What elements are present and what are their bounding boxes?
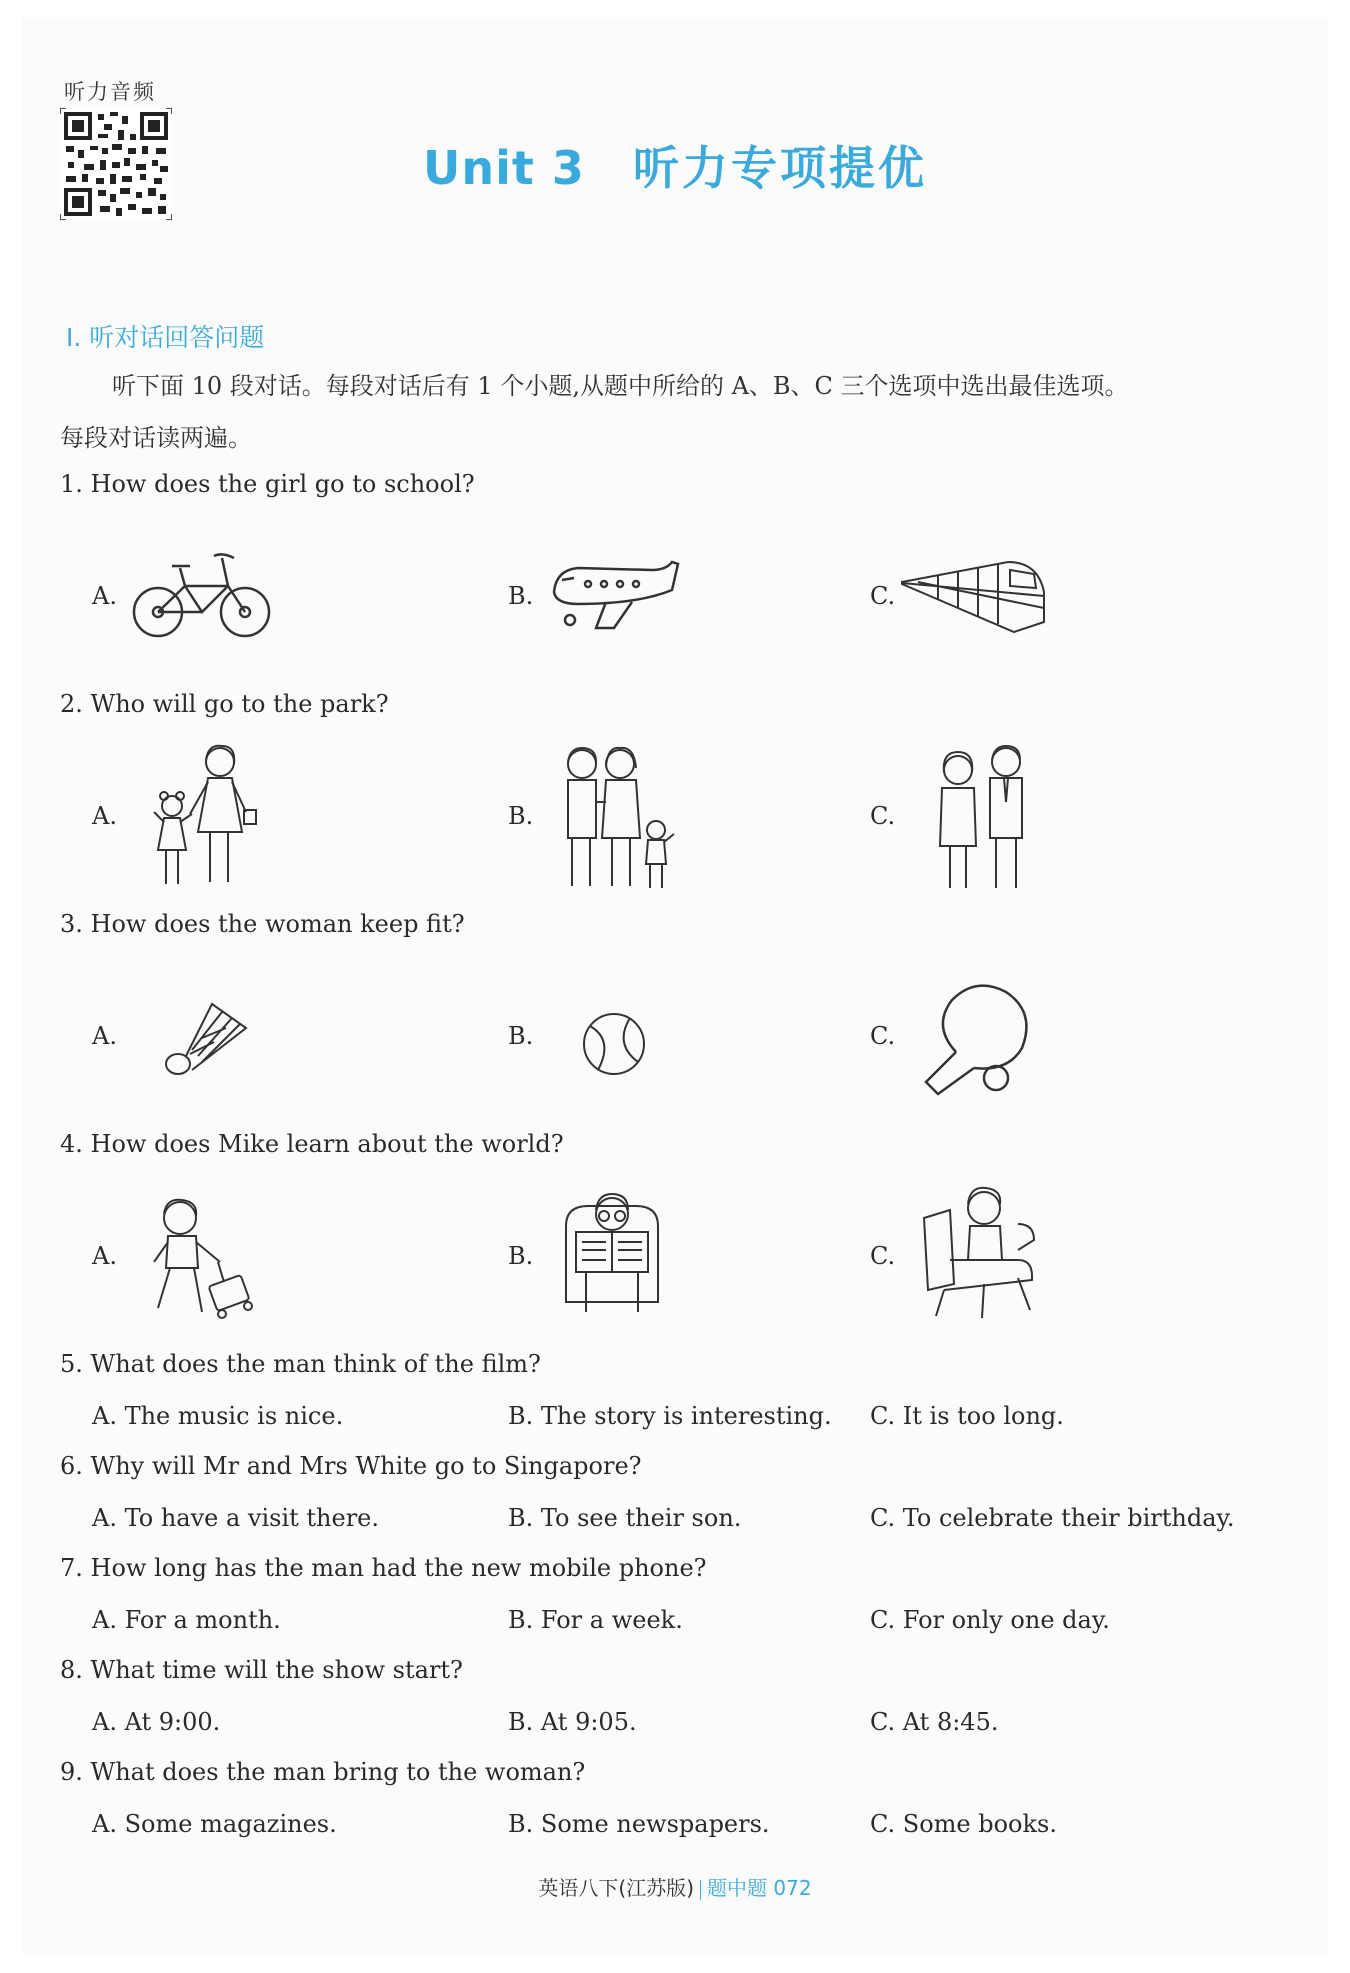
train-icon	[898, 552, 1048, 638]
option-label: A.	[92, 1242, 117, 1270]
couple-icon	[930, 742, 1040, 892]
question-7: 7. How long has the man had the new mobile phone?	[60, 1554, 707, 1582]
question-9: 9. What does the man bring to the woman?	[60, 1758, 586, 1786]
airplane-icon	[548, 556, 682, 636]
footer-divider	[700, 1880, 701, 1900]
option-c: C. Some books.	[870, 1810, 1057, 1838]
option-c: C. To celebrate their birthday.	[870, 1504, 1235, 1532]
option-c: C. At 8:45.	[870, 1708, 999, 1736]
question-3: 3. How does the woman keep fit?	[60, 910, 465, 938]
section-heading: Ⅰ. 听对话回答问题	[66, 323, 265, 352]
option-b: B. At 9:05.	[508, 1708, 637, 1736]
shuttlecock-icon	[162, 998, 248, 1082]
boy-using-computer-icon	[914, 1180, 1038, 1326]
option-label: C.	[870, 582, 896, 610]
option-label: B.	[508, 802, 534, 830]
mother-and-daughter-icon	[150, 742, 265, 890]
question-1: 1. How does the girl go to school?	[60, 470, 475, 498]
option-label: C.	[870, 1022, 896, 1050]
instruction-line-1: 听下面 10 段对话。每段对话后有 1 个小题,从题中所给的 A、B、C 三个选项中选出最佳选项。	[112, 372, 1129, 400]
option-a: A. To have a visit there.	[92, 1504, 380, 1532]
ping-pong-paddle-icon	[918, 982, 1036, 1102]
man-reading-newspaper-icon	[556, 1186, 668, 1318]
option-label: B.	[508, 582, 534, 610]
option-b: B. The story is interesting.	[508, 1402, 832, 1430]
option-label: A.	[92, 802, 117, 830]
tennis-ball-icon	[580, 1010, 648, 1078]
qr-label: 听力音频	[64, 80, 156, 104]
unit-label: Unit 3	[423, 141, 585, 195]
page-title	[0, 132, 1350, 198]
title-cn: 听力专项提优	[632, 141, 927, 195]
option-label: C.	[870, 802, 896, 830]
option-b: B. To see their son.	[508, 1504, 742, 1532]
option-c: C. It is too long.	[870, 1402, 1064, 1430]
question-8: 8. What time will the show start?	[60, 1656, 463, 1684]
option-b: B. For a week.	[508, 1606, 683, 1634]
option-label: C.	[870, 1242, 896, 1270]
option-a: A. Some magazines.	[92, 1810, 337, 1838]
question-2: 2. Who will go to the park?	[60, 690, 389, 718]
option-b: B. Some newspapers.	[508, 1810, 770, 1838]
question-4: 4. How does Mike learn about the world?	[60, 1130, 564, 1158]
option-a: A. At 9:00.	[92, 1708, 221, 1736]
instruction-line-2: 每段对话读两遍。	[60, 424, 252, 452]
family-of-three-icon	[560, 742, 680, 892]
option-a: A. The music is nice.	[92, 1402, 344, 1430]
page-footer	[0, 1872, 1350, 1901]
footer-book: 英语八下(江苏版)	[538, 1876, 695, 1900]
option-label: B.	[508, 1242, 534, 1270]
footer-series: 题中题	[707, 1876, 768, 1900]
option-label: A.	[92, 582, 117, 610]
page-number: 072	[773, 1876, 812, 1900]
question-5: 5. What does the man think of the film?	[60, 1350, 541, 1378]
option-c: C. For only one day.	[870, 1606, 1110, 1634]
option-a: A. For a month.	[92, 1606, 281, 1634]
option-label: A.	[92, 1022, 117, 1050]
question-6: 6. Why will Mr and Mrs White go to Singapore?	[60, 1452, 642, 1480]
boy-travelling-icon	[150, 1196, 260, 1326]
bicycle-icon	[130, 550, 275, 642]
option-label: B.	[508, 1022, 534, 1050]
